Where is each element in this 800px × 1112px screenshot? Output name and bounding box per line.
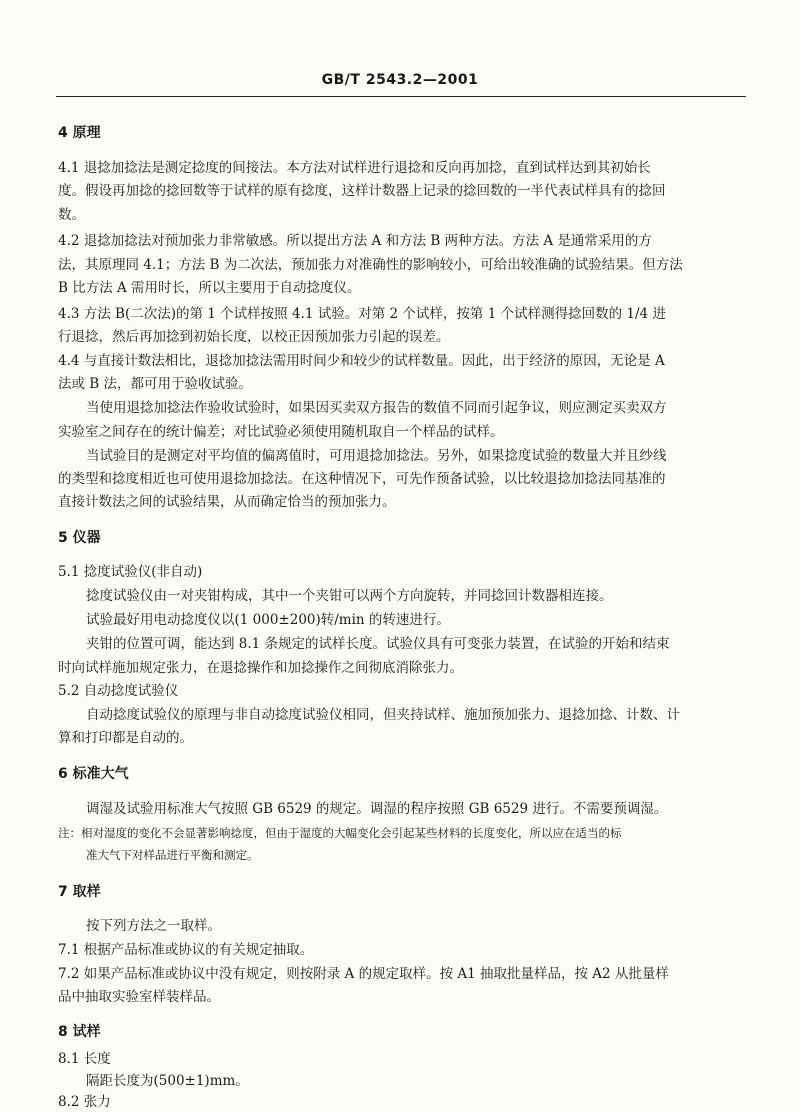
paragraph-line: 当使用退捻加捻法作验收试验时，如果因买卖双方报告的数值不同而引起争议，则应测定买卖双方 <box>86 400 667 416</box>
paragraph-line: 试验最好用电动捻度仪以(1 000±200)转/min 的转速进行。 <box>86 612 450 628</box>
paragraph-line: 行退捻，然后再加捻到初始长度，以校正因预加张力引起的误差。 <box>58 329 450 345</box>
section-7-heading: 7 取样 <box>58 884 101 900</box>
clause-heading: 5.2 自动捻度试验仪 <box>58 683 179 699</box>
paragraph-line: 4.2 退捻加捻法对预加张力非常敏感。所以提出方法 A 和方法 B 两种方法。方法 A 是通常采用的方 <box>58 233 652 249</box>
paragraph-line: 7.1 根据产品标准或协议的有关规定抽取。 <box>58 942 314 958</box>
paragraph-line: 捻度试验仪由一对夹钳构成，其中一个夹钳可以两个方向旋转，并同捻回计数器相连接。 <box>86 588 613 604</box>
paragraph-line: 7.2 如果产品标准或协议中没有规定，则按附录 A 的规定取样。按 A1 抽取批量样品，按 A2 从批量样 <box>58 966 669 982</box>
paragraph-line: 当试验目的是测定对平均值的偏离值时，可用退捻加捻法。另外，如果捻度试验的数量大并且纱线 <box>86 448 667 464</box>
paragraph-line: 夹钳的位置可调，能达到 8.1 条规定的试样长度。试验仪具有可变张力装置，在试验的开始和结束 <box>86 636 670 652</box>
paragraph-line: 调湿及试验用标准大气按照 GB 6529 的规定。调湿的程序按照 GB 6529 进行。不需要预调湿。 <box>86 801 668 817</box>
paragraph-line: B 比方法 A 需用时长，所以主要用于自动捻度仪。 <box>58 280 361 296</box>
section-8-heading: 8 试样 <box>58 1024 101 1040</box>
paragraph-line: 法，其原理同 4.1；方法 B 为二次法，预加张力对准确性的影响较小，可给出较准确的试验结果。但方法 <box>58 257 683 273</box>
paragraph-line: 直接计数法之间的试验结果，从而确定恰当的预加张力。 <box>58 494 396 510</box>
paragraph-line: 按下列方法之一取样。 <box>86 918 221 934</box>
paragraph-line: 4.4 与直接计数法相比，退捻加捻法需用时间少和较少的试样数量。因此，出于经济的原因，无论是 A <box>58 353 665 369</box>
paragraph-line: 法或 B 法，都可用于验收试验。 <box>58 376 253 392</box>
section-6-heading: 6 标准大气 <box>58 766 129 782</box>
paragraph-line: 度。假设再加捻的捻回数等于试样的原有捻度，这样计数器上记录的捻回数的一半代表试样具有的捻回 <box>58 183 666 199</box>
clause-heading: 5.1 捻度试验仪(非自动) <box>58 564 203 580</box>
standard-code-header: GB/T 2543.2—2001 <box>321 72 479 88</box>
paragraph-line: 4.3 方法 B(二次法)的第 1 个试样按照 4.1 试验。对第 2 个试样，按第 1 个试样测得捻回数的 1/4 进 <box>58 306 666 322</box>
paragraph-line: 隔距长度为(500±1)mm。 <box>86 1073 249 1089</box>
paragraph-line: 品中抽取实验室样装样品。 <box>58 989 220 1005</box>
paragraph-line: 4.1 退捻加捻法是测定捻度的间接法。本方法对试样进行退捻和反向再加捻，直到试样达到其初始长 <box>58 160 651 176</box>
clause-heading: 8.1 长度 <box>58 1051 111 1067</box>
section-5-heading: 5 仪器 <box>58 530 101 546</box>
note-line: 准大气下对样品进行平衡和测定。 <box>86 848 259 862</box>
paragraph-line: 算和打印都是自动的。 <box>58 730 193 746</box>
section-4-heading: 4 原理 <box>58 125 101 141</box>
paragraph-line: 的类型和捻度相近也可使用退捻加捻法。在这种情况下，可先作预备试验，以比较退捻加捻法同基准的 <box>58 471 666 487</box>
paragraph-line: 时向试样施加规定张力，在退捻操作和加捻操作之间彻底消除张力。 <box>58 660 463 676</box>
paragraph-line: 实验室之间存在的统计偏差；对比试验必须使用随机取自一个样品的试样。 <box>58 424 504 440</box>
header-rule <box>56 96 746 97</box>
note-line: 注：相对湿度的变化不会显著影响捻度，但由于湿度的大幅变化会引起某些材料的长度变化，所以应在适当的标 <box>58 826 622 840</box>
paragraph-line: 自动捻度试验仪的原理与非自动捻度试验仪相同，但夹持试样、施加预加张力、退捻加捻、计数、计 <box>86 707 680 723</box>
clause-heading: 8.2 张力 <box>58 1094 111 1110</box>
paragraph-line: 数。 <box>58 207 85 223</box>
